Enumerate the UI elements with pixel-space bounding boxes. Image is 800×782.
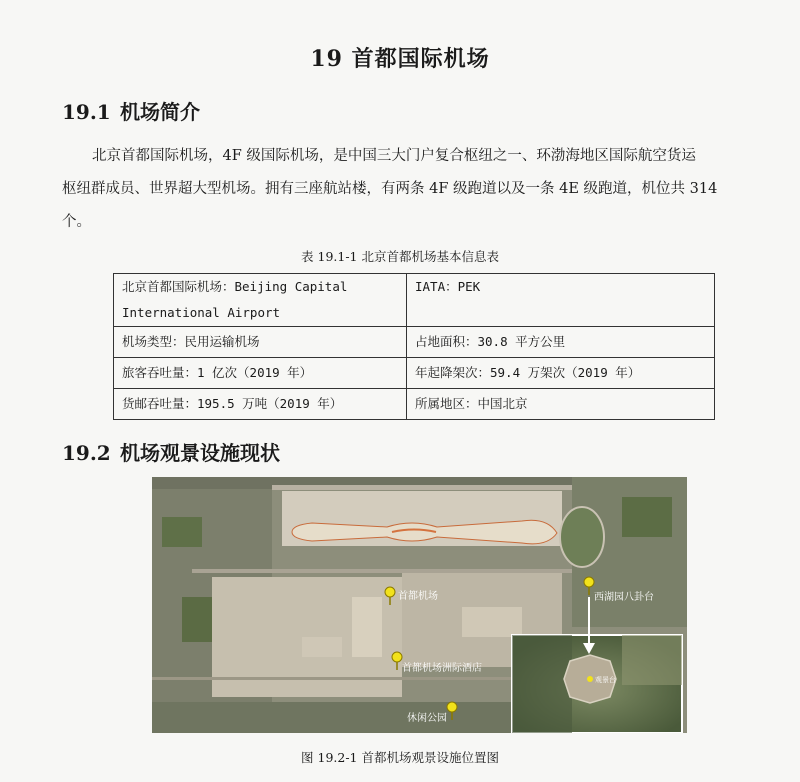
map-terminal-building — [462, 607, 522, 637]
table-cell: 占地面积：30.8 平方公里 — [407, 327, 715, 358]
map-label-park: 休闲公园 — [407, 713, 447, 724]
table-cell: 货邮吞吐量：195.5 万吨（2019 年） — [114, 389, 407, 420]
map-green-area — [622, 497, 672, 537]
inset-pin-icon — [587, 676, 593, 682]
table-row — [114, 274, 715, 327]
satellite-map-svg — [152, 477, 687, 733]
map-green-area — [162, 517, 202, 547]
table-row — [114, 389, 715, 420]
map-label-hotel: 首都机场洲际酒店 — [402, 663, 482, 674]
cell-line: International Airport — [122, 305, 281, 320]
section-heading-facilities — [62, 437, 280, 466]
table-row — [114, 358, 715, 389]
section-heading-intro — [62, 96, 200, 125]
map-terminal-building — [302, 637, 342, 657]
intro-line: 枢纽群成员、世界超大型机场。拥有三座航站楼，有两条 4F 级跑道以及一条 4E 级跑道，机位共 314 — [62, 181, 718, 197]
figure-caption: 图 19.2-1 首都机场观景设施位置图 — [301, 750, 499, 765]
section-number: 19.2 — [62, 441, 111, 465]
map-label-zoom: 观景台 — [595, 676, 616, 684]
cell-line: 北京首都国际机场：Beijing Capital — [122, 279, 348, 294]
map-terminal — [292, 520, 557, 544]
table-cell: 年起降架次：59.4 万架次（2019 年） — [407, 358, 715, 389]
table-caption: 表 19.1-1 北京首都机场基本信息表 — [301, 249, 499, 264]
table-cell — [114, 274, 407, 327]
table-cell — [407, 274, 715, 327]
map-taxiway — [192, 569, 572, 573]
map-urban-south — [152, 702, 512, 733]
zoom-inset — [512, 635, 682, 733]
table-cell: 机场类型：民用运输机场 — [114, 327, 407, 358]
chapter-title: 19 首都国际机场 — [310, 46, 490, 72]
map-runway — [272, 485, 572, 490]
map-label-platform: 西湖园八卦台 — [594, 592, 654, 603]
map-label-airport: 首都机场 — [398, 591, 438, 602]
intro-line: 个。 — [62, 214, 91, 230]
section-title-text: 机场简介 — [120, 100, 200, 124]
table-cell: 旅客吞吐量：1 亿次（2019 年） — [114, 358, 407, 389]
airport-info-table — [113, 273, 715, 420]
map-road — [152, 677, 572, 680]
table-row — [114, 327, 715, 358]
intro-line: 北京首都国际机场，4F 级国际机场，是中国三大门户复合枢纽之一、环渤海地区国际航空货运 — [92, 148, 696, 164]
map-terminal-building — [352, 597, 382, 657]
satellite-map — [152, 477, 687, 733]
intro-paragraph — [62, 140, 766, 239]
map-green-area — [182, 597, 217, 642]
cell-line: IATA：PEK — [415, 279, 481, 294]
section-title-text: 机场观景设施现状 — [120, 441, 280, 465]
table-cell: 所属地区：中国北京 — [407, 389, 715, 420]
section-number: 19.1 — [62, 100, 111, 124]
map-transport-center — [560, 507, 604, 567]
